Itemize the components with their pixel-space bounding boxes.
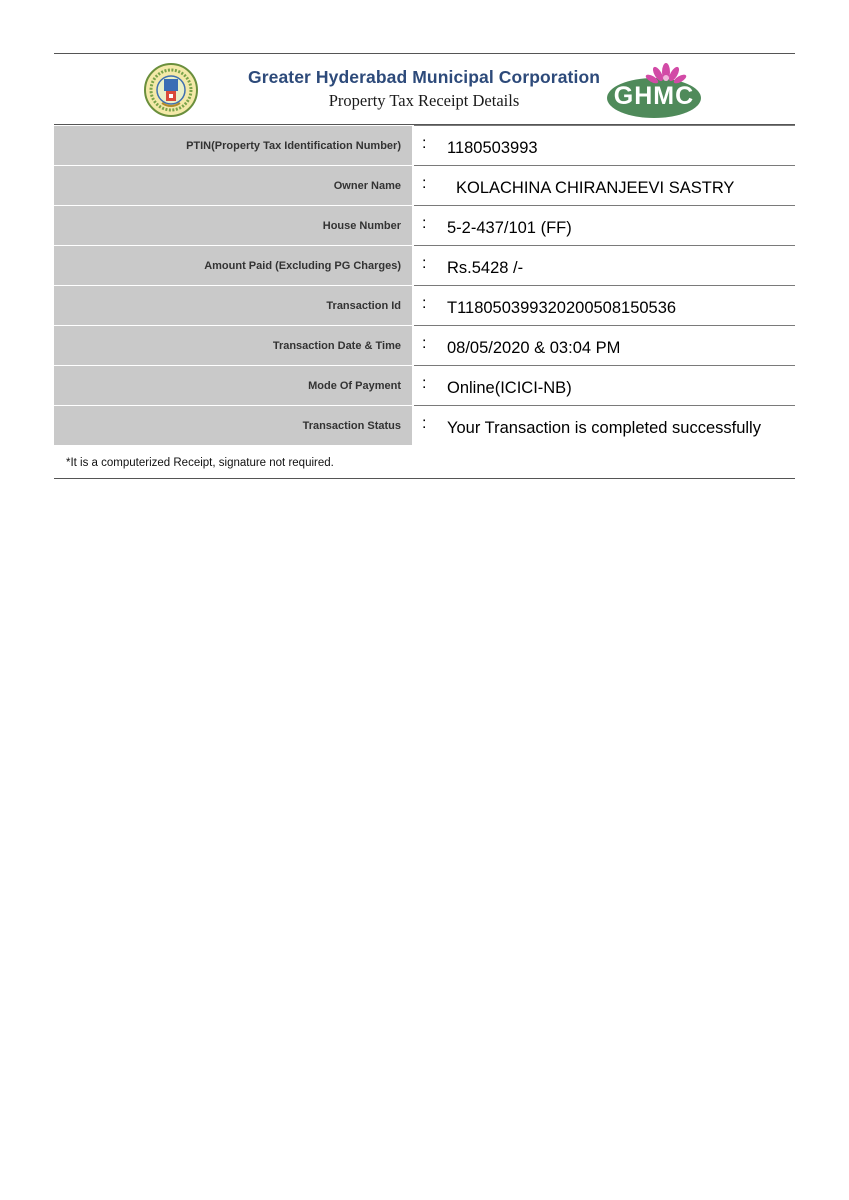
table-divider bbox=[414, 405, 795, 406]
separator-colon: : bbox=[422, 375, 427, 392]
owner-name-label: Owner Name bbox=[333, 180, 401, 192]
table-row-status bbox=[54, 405, 795, 445]
table-row-house bbox=[54, 205, 795, 245]
owner-name-value: KOLACHINA CHIRANJEEVI SASTRY bbox=[456, 179, 735, 197]
transaction-id-value: T1180503993202005081505​36 bbox=[447, 299, 677, 317]
transaction-date-value: 08/05/2020 & 03:04 PM bbox=[447, 339, 621, 357]
bottom-rule bbox=[54, 478, 795, 479]
state-emblem-icon bbox=[144, 63, 198, 117]
separator-colon: : bbox=[422, 255, 427, 272]
table-row-ptin bbox=[54, 125, 795, 165]
separator-colon: : bbox=[422, 415, 427, 432]
row-value-cell bbox=[414, 405, 795, 445]
row-value-cell bbox=[414, 205, 795, 245]
row-value-cell bbox=[414, 245, 795, 285]
house-number-value: 5-2-437/101 (FF) bbox=[447, 219, 572, 237]
table-row-transaction-id bbox=[54, 285, 795, 325]
ptin-value: 1180503993 bbox=[447, 139, 538, 157]
transaction-status-value: Your Transaction is completed successfully bbox=[447, 419, 761, 437]
separator-colon: : bbox=[422, 215, 427, 232]
logo-text: GHMC bbox=[613, 82, 695, 110]
row-label-cell bbox=[54, 405, 412, 445]
row-label-cell bbox=[54, 325, 412, 365]
row-label-cell bbox=[54, 285, 412, 325]
separator-colon: : bbox=[422, 295, 427, 312]
separator-colon: : bbox=[422, 135, 427, 152]
transaction-status-label: Transaction Status bbox=[302, 420, 401, 432]
house-number-label: House Number bbox=[322, 220, 401, 232]
ptin-label: PTIN(Property Tax Identification Number) bbox=[186, 140, 401, 152]
row-value-cell bbox=[414, 285, 795, 325]
row-value-cell bbox=[414, 165, 795, 205]
separator-colon: : bbox=[422, 175, 427, 192]
page-title: Greater Hyderabad Municipal Corporation bbox=[248, 67, 601, 87]
row-value-cell bbox=[414, 125, 795, 165]
receipt-table bbox=[54, 125, 795, 445]
separator-colon: : bbox=[422, 335, 427, 352]
page-subtitle: Property Tax Receipt Details bbox=[328, 91, 520, 110]
row-value-cell bbox=[414, 365, 795, 405]
row-label-cell bbox=[54, 205, 412, 245]
ghmc-logo bbox=[606, 58, 706, 120]
row-label-cell bbox=[54, 245, 412, 285]
footnote: *It is a computerized Receipt, signature not required. bbox=[66, 457, 334, 469]
transaction-date-label: Transaction Date & Time bbox=[272, 340, 401, 352]
row-label-cell bbox=[54, 125, 412, 165]
table-row-date-time bbox=[54, 325, 795, 365]
row-label-cell bbox=[54, 165, 412, 205]
receipt-header bbox=[54, 54, 795, 124]
row-value-cell bbox=[414, 325, 795, 365]
payment-mode-label: Mode Of Payment bbox=[308, 380, 401, 392]
table-row-payment-mode bbox=[54, 365, 795, 405]
payment-mode-value: Online(ICICI-NB) bbox=[447, 379, 572, 397]
table-row-owner bbox=[54, 165, 795, 205]
amount-paid-value: Rs.5428 /- bbox=[447, 259, 524, 277]
transaction-id-label: Transaction Id bbox=[326, 300, 401, 312]
table-row-amount bbox=[54, 245, 795, 285]
row-label-cell bbox=[54, 365, 412, 405]
amount-paid-label: Amount Paid (Excluding PG Charges) bbox=[204, 260, 401, 272]
